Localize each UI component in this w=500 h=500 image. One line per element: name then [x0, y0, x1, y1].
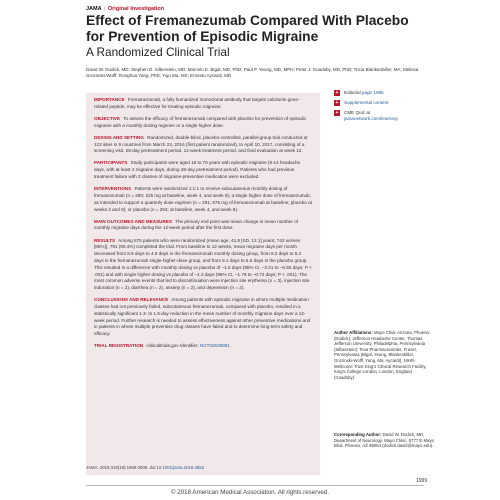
article-type: Original Investigation — [107, 6, 165, 12]
section-text: To assess the efficacy of fremanezumab compared with placebo for prevention of episodic migraine with a monthly dosing regimen or a single higher dose. — [94, 115, 307, 128]
section-heading: INTERVENTIONS — [94, 186, 132, 192]
section-heading: IMPORTANCE — [94, 97, 125, 102]
abstract-registration — [94, 343, 312, 350]
sidebar-item-editorial[interactable] — [334, 90, 434, 96]
sidebar-item-supplemental[interactable] — [334, 100, 434, 106]
sidebar-item-label: Editorial — [344, 90, 361, 95]
plus-icon: + — [335, 100, 339, 106]
header-separator: | — [103, 6, 106, 12]
abstract-design — [94, 135, 312, 155]
corresponding-text: David W. Dodick, MD, Department of Neurology, Mayo Clinic, 5777 E Mayo Blvd, Phoenix, AZ 85054 (dodick.david@mayo.edu). — [334, 432, 434, 449]
sidebar-item-cme[interactable] — [334, 110, 434, 121]
corresponding-heading: Corresponding Author: — [334, 432, 382, 437]
cme-quiz-link[interactable]: jamanetwork.com/learning — [344, 115, 398, 121]
section-text: Patients were randomized 1:1:1 to receive subcutaneous monthly dosing of fremanezumab (n = 290; 225 mg at baseline, week 4, and week 8); a single higher dose of fremanezumab, as intended to support a quarterly dose regimen (n = 291; 675 mg of fremanezumab at baseline; placebo at weeks 4 and 8); or placebo (n = 294; at baseline, week 4, and week 8). — [94, 186, 312, 212]
section-heading: PARTICIPANTS — [94, 160, 128, 166]
abstract-outcomes — [94, 219, 312, 233]
sidebar-item-label: CME Quiz at — [344, 110, 371, 115]
doi-link[interactable]: 10.1001/jama.2018.4853 — [156, 465, 205, 470]
plus-icon: + — [335, 90, 339, 96]
abstract-importance — [94, 97, 312, 111]
journal-name: JAMA — [86, 6, 102, 12]
article-title: Effect of Fremanezumab Compared With Placebo for Prevention of Episodic Migraine — [86, 13, 409, 44]
citation-text: JAMA. 2018;319(19):1999-2008. doi: — [86, 465, 157, 470]
abstract-interventions — [94, 186, 312, 213]
section-text: Randomized, double-blind, placebo-controlled, parallel-group trial conducted at 123 sites in 9 countries from March 23, 2016 (first patient randomized), to April 10, 2017, consisting of a screening visit, 28-day pretreatment period, 12-week treatment period, and final evaluation at week 12. — [94, 134, 308, 154]
author-affiliations — [334, 330, 434, 380]
citation-line — [86, 465, 204, 470]
footer-divider — [86, 485, 424, 486]
plus-icon: + — [335, 110, 339, 116]
author-list: David W. Dodick, MD; Stephen D. Silberstein, MD; Marcelo E. Bigal, MD, PhD; Paul P. Yeung, MD, MPH; Peter J. Goadsby, MD, PhD; Tricia Blankenbiller, MA; Melissa Grozinski-Wolff; Ronghua Yang, PhD; Yuju Ma, MS; Ernesto Aycardi, MD — [86, 67, 419, 79]
section-text: clinicaltrials.gov Identifier: — [146, 343, 199, 349]
abstract-results — [94, 238, 312, 292]
trial-registration-link[interactable]: NCT02629861 — [200, 343, 230, 349]
section-heading: MAIN OUTCOMES AND MEASURES — [94, 218, 172, 224]
supplemental-content-link[interactable]: Supplemental content — [344, 100, 389, 105]
section-heading: OBJECTIVE — [94, 115, 121, 121]
sidebar — [334, 90, 434, 125]
abstract-participants — [94, 160, 312, 180]
copyright-notice: © 2018 American Medical Association. All rights reserved. — [171, 489, 329, 496]
section-heading: RESULTS — [94, 237, 116, 243]
journal-header — [86, 6, 164, 12]
section-text: Study participants were aged 18 to 70 years with episodic migraine (6-14 headache days, with at least 4 migraine days, during 28-day pretreatment period). Patients who had previous treatment failure with 2 classes of migraine-preventive medication were excluded. — [94, 160, 301, 180]
affiliations-heading: Author Affiliations: — [334, 330, 373, 335]
section-text: Among patients with episodic migraine in whom multiple medication classes had not previously failed, subcutaneous fremanezumab, compared with placebo, resulted in a statistically significant 1.3- to 1.5-day reduction in the mean number of monthly migraine days over a 12-week period. Further research is needed to assess effectiveness against other preventive medications and in patients in whom multiple preventive drug classes have failed and to determine long-term safety and efficacy. — [94, 297, 311, 337]
abstract-box — [86, 93, 320, 475]
section-text: Among 875 patients who were randomized (mean age, 41.8 [SD, 12.1] years; 742 women [85%]), 791 (90.4%) completed the trial. From baseline to 12 weeks, mean migraine days per month decreased from 8.9 days to 4.9 days in the fremanezumab monthly dosing group, from 9.2 days to 5.3 days in the fremanezumab single-higher-dose group, and from 9.1 days to 6.5 days in the placebo group. This resulted in a difference with monthly dosing vs placebo of –1.5 days (95% CI, –2.01 to –0.93 days; P < .001) and with single higher dosing vs placebo of –1.3 days (95% CI, –1.79 to –0.72 days; P < .001). The most common adverse events that led to discontinuation were injection site erythema (n = 3), injection site induration (n = 2), diarrhea (n = 2), anxiety (n = 2), and depression (n = 2). — [94, 237, 312, 291]
article-subtitle: A Randomized Clinical Trial — [86, 45, 230, 59]
section-heading: DESIGN AND SETTING — [94, 134, 144, 140]
section-heading: CONCLUSIONS AND RELEVANCE — [94, 297, 169, 303]
page-number: 1999 — [416, 478, 428, 484]
section-text: Fremanezumab, a fully humanized monoclonal antibody that targets calcitonin gene-related peptide, may be effective for treating episodic migraine. — [94, 97, 300, 109]
section-text: The primary end point was mean change in mean number of monthly migraine days during the 12-week period after the first dose. — [94, 218, 298, 231]
affiliations-text: Mayo Clinic Arizona, Phoenix (Dodick); Jefferson Headache Center, Thomas Jefferson University, Philadelphia, Pennsylvania (Silberstein); Teva Pharmaceuticals, Frazer, Pennsylvania (Bigal, Yeung, Blankenbiller, Grozinski-Wolff, Yang, Ma, Aycardi); NIHR-Wellcome Trust King's Clinical Research Facility, King's College London, London, England (Goadsby). — [334, 330, 430, 380]
abstract-conclusions — [94, 297, 312, 338]
section-heading: TRIAL REGISTRATION — [94, 343, 144, 349]
editorial-page-link[interactable]: page 1985 — [361, 90, 384, 95]
corresponding-author — [334, 432, 434, 449]
abstract-objective — [94, 116, 312, 130]
